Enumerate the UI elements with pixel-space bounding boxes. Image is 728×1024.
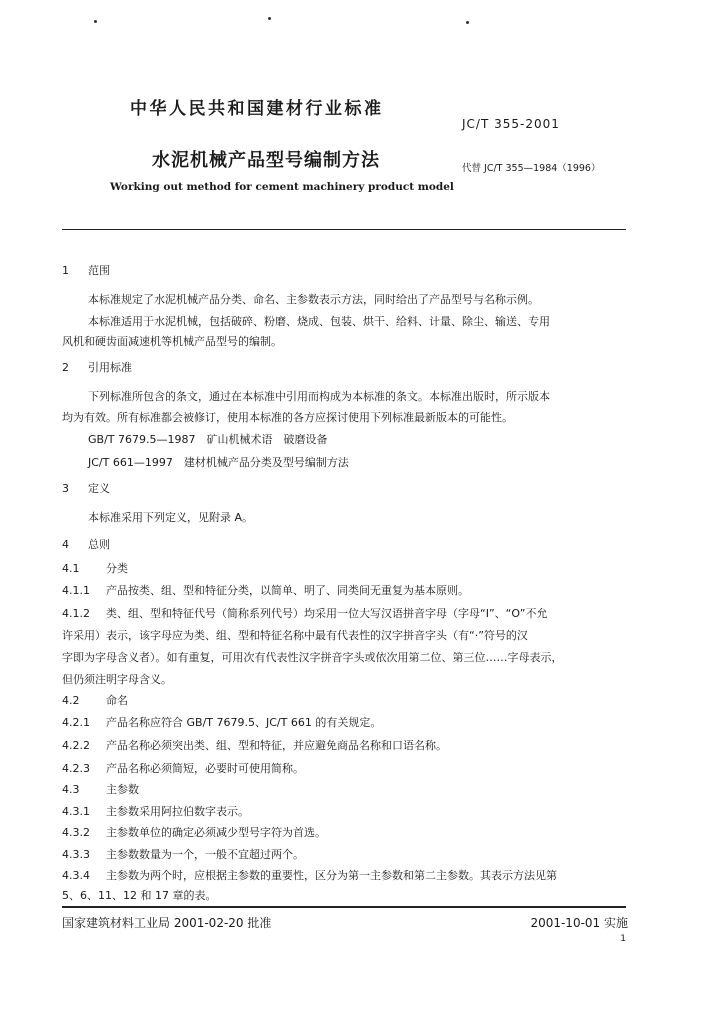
clause-continuation: 5、6、11、12 和 17 章的表。 bbox=[62, 889, 217, 902]
clause bbox=[62, 713, 628, 733]
clause-number: 4.3.3 bbox=[62, 848, 90, 861]
section-heading-references bbox=[62, 358, 628, 378]
section-heading-definitions bbox=[62, 479, 628, 499]
clause-number: 4.2.1 bbox=[62, 716, 90, 729]
subsection-title: 分类 bbox=[106, 562, 128, 575]
clause-continuation: 许采用）表示，该字母应为类、组、型和特征名称中最有代表性的汉字拼音字头（有“·”符号的汉 bbox=[62, 629, 528, 642]
clause-number: 4.1.2 bbox=[62, 607, 90, 620]
clause-text: 主参数数量为一个，一般不宜超过两个。 bbox=[106, 848, 304, 861]
section-title: 范围 bbox=[88, 264, 110, 277]
reference-item: GB/T 7679.5—1987 矿山机械术语 破磨设备 bbox=[88, 433, 328, 446]
footer-divider bbox=[62, 906, 626, 908]
clause-number: 4.3.2 bbox=[62, 826, 90, 839]
clause bbox=[62, 802, 628, 822]
clause-text: 产品名称必须简短，必要时可使用简称。 bbox=[106, 762, 304, 775]
scan-speck bbox=[466, 21, 469, 24]
clause-number: 4.3.4 bbox=[62, 869, 90, 882]
section-number: 3 bbox=[62, 482, 69, 495]
clause-text: 主参数采用阿拉伯数字表示。 bbox=[106, 805, 249, 818]
clause-text: 类、组、型和特征代号（简称系列代号）均采用一位大写汉语拼音字母（字母“I”、“O”不允 bbox=[106, 607, 548, 620]
subsection-heading bbox=[62, 691, 628, 711]
section-number: 2 bbox=[62, 361, 69, 374]
section-heading-general bbox=[62, 535, 628, 555]
paragraph: 本标准规定了水泥机械产品分类、命名、主参数表示方法，同时给出了产品型号与名称示例。 bbox=[88, 293, 539, 306]
approval-date: 国家建筑材料工业局 2001-02-20 批准 bbox=[62, 916, 272, 930]
clause bbox=[62, 823, 628, 843]
clause-continuation: 但仍须注明字母含义。 bbox=[62, 673, 172, 686]
clause-number: 4.3.1 bbox=[62, 805, 90, 818]
clause bbox=[62, 736, 628, 756]
replaces-standard: 代替 JC/T 355—1984（1996） bbox=[462, 163, 601, 174]
section-number: 4 bbox=[62, 538, 69, 551]
section-title: 引用标准 bbox=[88, 361, 132, 374]
clause-number: 4.2.3 bbox=[62, 762, 90, 775]
reference-item: JC/T 661—1997 建材机械产品分类及型号编制方法 bbox=[88, 456, 349, 469]
subsection-number: 4.1 bbox=[62, 562, 80, 575]
standard-code: JC/T 355-2001 bbox=[462, 117, 560, 131]
clause bbox=[62, 581, 628, 601]
section-heading-scope bbox=[62, 261, 628, 281]
clause-text: 产品名称必须突出类、组、型和特征，并应避免商品名称和口语名称。 bbox=[106, 739, 447, 752]
header-divider bbox=[62, 229, 626, 230]
section-number: 1 bbox=[62, 264, 69, 277]
paragraph: 本标准适用于水泥机械，包括破碎、粉磨、烧成、包装、烘干、给料、计量、除尘、输送、专用 bbox=[88, 315, 550, 328]
clause-number: 4.1.1 bbox=[62, 584, 90, 597]
clause-text: 主参数为两个时，应根据主参数的重要性，区分为第一主参数和第二主参数。其表示方法见第 bbox=[106, 869, 557, 882]
section-title: 定义 bbox=[88, 482, 110, 495]
paragraph: 本标准采用下列定义，见附录 A。 bbox=[88, 511, 254, 524]
english-title: Working out method for cement machinery product model bbox=[110, 181, 454, 193]
document-title: 水泥机械产品型号编制方法 bbox=[152, 150, 380, 171]
subsection-title: 主参数 bbox=[106, 783, 139, 796]
implementation-date: 2001-10-01 实施 bbox=[530, 916, 628, 930]
paragraph: 下列标准所包含的条文，通过在本标准中引用而构成为本标准的条文。本标准出版时，所示版本 bbox=[88, 390, 550, 403]
section-title: 总则 bbox=[88, 538, 110, 551]
clause-text: 产品名称应符合 GB/T 7679.5、JC/T 661 的有关规定。 bbox=[106, 716, 382, 729]
subsection-heading bbox=[62, 559, 628, 579]
clause-number: 4.2.2 bbox=[62, 739, 90, 752]
subsection-heading bbox=[62, 780, 628, 800]
scan-speck bbox=[94, 20, 97, 23]
clause bbox=[62, 604, 628, 624]
clause-continuation: 字即为字母含义者）。如有重复，可用次有代表性汉字拼音字头或依次用第二位、第三位……字母表示， bbox=[62, 651, 563, 664]
issuing-organization: 中华人民共和国建材行业标准 bbox=[130, 99, 384, 119]
clause bbox=[62, 866, 628, 886]
subsection-title: 命名 bbox=[106, 694, 128, 707]
subsection-number: 4.2 bbox=[62, 694, 80, 707]
clause-text: 主参数单位的确定必须减少型号字符为首选。 bbox=[106, 826, 326, 839]
subsection-number: 4.3 bbox=[62, 783, 80, 796]
clause-text: 产品按类、组、型和特征分类，以简单、明了、同类间无重复为基本原则。 bbox=[106, 584, 469, 597]
clause bbox=[62, 845, 628, 865]
scan-speck bbox=[268, 17, 271, 20]
clause bbox=[62, 759, 628, 779]
page-number: 1 bbox=[620, 934, 626, 944]
paragraph-continuation: 风机和硬齿面减速机等机械产品型号的编制。 bbox=[62, 335, 282, 348]
paragraph-continuation: 均为有效。所有标准都会被修订，使用本标准的各方应探讨使用下列标准最新版本的可能性。 bbox=[62, 411, 513, 424]
